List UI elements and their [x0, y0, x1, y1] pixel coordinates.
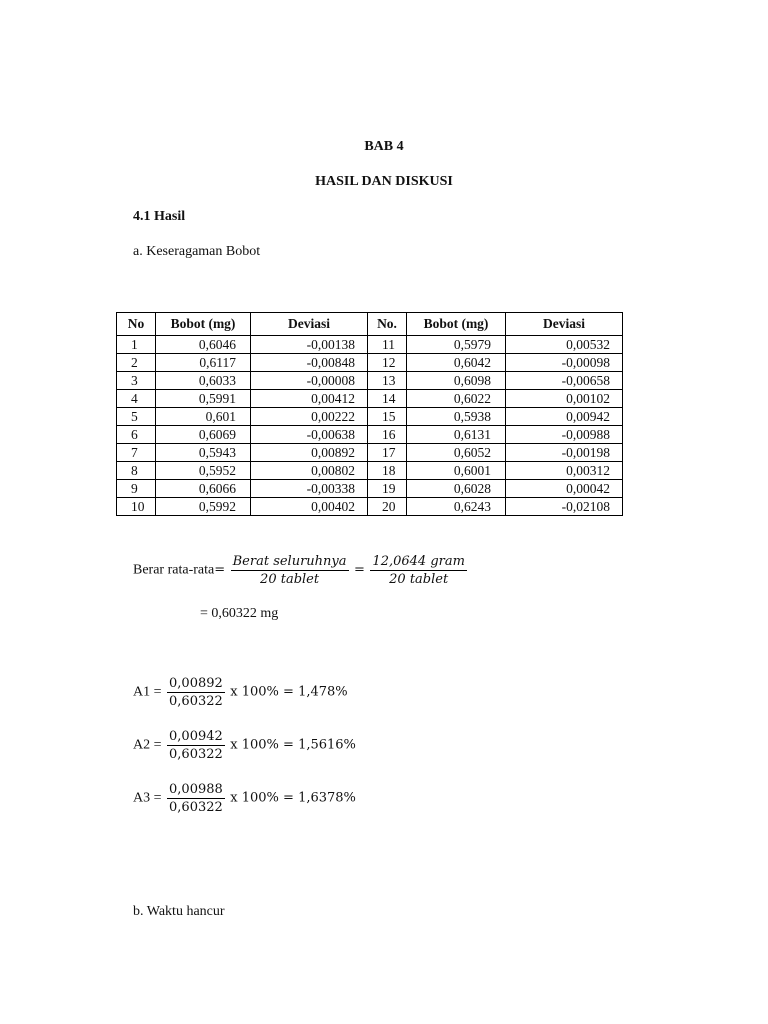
row-bobot-2: 0,6098	[407, 372, 506, 390]
row-deviasi: 0,00222	[251, 408, 368, 426]
row-deviasi-2: 0,00312	[506, 462, 623, 480]
fraction-denominator: 0,60322	[169, 747, 223, 762]
row-no: 10	[117, 498, 156, 516]
row-no: 5	[117, 408, 156, 426]
row-bobot: 0,5943	[156, 444, 251, 462]
formula-fraction	[167, 781, 225, 816]
table-row	[117, 498, 623, 516]
row-no-2: 12	[368, 354, 407, 372]
row-bobot-2: 0,6022	[407, 390, 506, 408]
row-bobot: 0,6046	[156, 336, 251, 354]
row-no-2: 11	[368, 336, 407, 354]
table-row	[117, 444, 623, 462]
table-row	[117, 336, 623, 354]
table-row	[117, 354, 623, 372]
fraction-denominator: 0,60322	[169, 694, 223, 709]
row-deviasi: -0,00008	[251, 372, 368, 390]
fraction-numerator: 0,00942	[169, 729, 223, 744]
table-row	[117, 372, 623, 390]
row-bobot: 0,5992	[156, 498, 251, 516]
row-no: 7	[117, 444, 156, 462]
row-bobot: 0,6066	[156, 480, 251, 498]
row-bobot-2: 0,5938	[407, 408, 506, 426]
row-bobot: 0,6069	[156, 426, 251, 444]
chapter-heading: BAB 4	[364, 139, 404, 154]
fraction-denominator: 20 tablet	[260, 572, 320, 587]
fraction-total-weight	[231, 553, 349, 588]
formula-a1	[133, 675, 348, 710]
formula-result: x 100% = 1,6378%	[230, 790, 356, 806]
weight-uniformity-table	[116, 312, 623, 516]
row-bobot-2: 0,6052	[407, 444, 506, 462]
row-no: 9	[117, 480, 156, 498]
row-bobot: 0,6033	[156, 372, 251, 390]
formula-label: A3 =	[133, 790, 162, 806]
fraction-value	[370, 553, 467, 588]
row-no: 4	[117, 390, 156, 408]
row-bobot-2: 0,6028	[407, 480, 506, 498]
row-deviasi-2: 0,00942	[506, 408, 623, 426]
row-deviasi: 0,00412	[251, 390, 368, 408]
row-deviasi-2: -0,00658	[506, 372, 623, 390]
row-no-2: 13	[368, 372, 407, 390]
table-row	[117, 426, 623, 444]
row-no-2: 14	[368, 390, 407, 408]
row-deviasi: 0,00892	[251, 444, 368, 462]
formula-a2	[133, 728, 356, 763]
formula-fraction	[167, 675, 225, 710]
row-no: 1	[117, 336, 156, 354]
row-bobot: 0,5991	[156, 390, 251, 408]
row-bobot-2: 0,5979	[407, 336, 506, 354]
row-no-2: 17	[368, 444, 407, 462]
row-deviasi: -0,00138	[251, 336, 368, 354]
average-label: Berar rata-rata	[133, 562, 215, 578]
row-no-2: 16	[368, 426, 407, 444]
row-no: 3	[117, 372, 156, 390]
table-row	[117, 408, 623, 426]
row-deviasi: -0,00338	[251, 480, 368, 498]
average-formula	[133, 553, 469, 588]
formula-result: x 100% = 1,478%	[230, 684, 348, 700]
row-bobot: 0,601	[156, 408, 251, 426]
row-no-2: 18	[368, 462, 407, 480]
header-no: No	[117, 313, 156, 336]
row-no-2: 19	[368, 480, 407, 498]
chapter-title: HASIL DAN DISKUSI	[315, 174, 453, 189]
row-no-2: 15	[368, 408, 407, 426]
row-no: 6	[117, 426, 156, 444]
fraction-numerator: 0,00988	[169, 782, 223, 797]
formula-label: A2 =	[133, 737, 162, 753]
header-bobot-2: Bobot (mg)	[407, 313, 506, 336]
row-deviasi: 0,00802	[251, 462, 368, 480]
row-deviasi-2: 0,00102	[506, 390, 623, 408]
row-deviasi-2: -0,00098	[506, 354, 623, 372]
equals-sign: =	[354, 562, 365, 578]
row-bobot-2: 0,6042	[407, 354, 506, 372]
fraction-numerator: 12,0644 gram	[372, 554, 465, 569]
fraction-denominator: 0,60322	[169, 800, 223, 815]
section-heading: 4.1 Hasil	[133, 209, 186, 224]
row-deviasi-2: 0,00042	[506, 480, 623, 498]
row-bobot-2: 0,6131	[407, 426, 506, 444]
row-deviasi: -0,00638	[251, 426, 368, 444]
formula-a3	[133, 781, 356, 816]
row-no: 8	[117, 462, 156, 480]
subsection-b: b. Waktu hancur	[133, 904, 225, 919]
header-deviasi-2: Deviasi	[506, 313, 623, 336]
row-no-2: 20	[368, 498, 407, 516]
table-header-row	[117, 313, 623, 336]
table-row	[117, 462, 623, 480]
header-no-2: No.	[368, 313, 407, 336]
row-deviasi-2: -0,00988	[506, 426, 623, 444]
formula-fraction	[167, 728, 225, 763]
table-row	[117, 390, 623, 408]
table-row	[117, 480, 623, 498]
average-result: = 0,60322 mg	[200, 606, 279, 621]
header-bobot: Bobot (mg)	[156, 313, 251, 336]
fraction-numerator: Berat seluruhnya	[232, 554, 347, 569]
header-deviasi: Deviasi	[251, 313, 368, 336]
row-deviasi-2: -0,00198	[506, 444, 623, 462]
fraction-numerator: 0,00892	[169, 676, 223, 691]
row-bobot-2: 0,6243	[407, 498, 506, 516]
formula-label: A1 =	[133, 684, 162, 700]
row-deviasi-2: 0,00532	[506, 336, 623, 354]
formula-result: x 100% = 1,5616%	[230, 737, 356, 753]
equals-sign: =	[214, 562, 226, 578]
row-bobot-2: 0,6001	[407, 462, 506, 480]
row-bobot: 0,5952	[156, 462, 251, 480]
row-bobot: 0,6117	[156, 354, 251, 372]
fraction-denominator: 20 tablet	[389, 572, 449, 587]
row-no: 2	[117, 354, 156, 372]
row-deviasi: -0,00848	[251, 354, 368, 372]
subsection-a: a. Keseragaman Bobot	[133, 244, 261, 259]
row-deviasi: 0,00402	[251, 498, 368, 516]
row-deviasi-2: -0,02108	[506, 498, 623, 516]
